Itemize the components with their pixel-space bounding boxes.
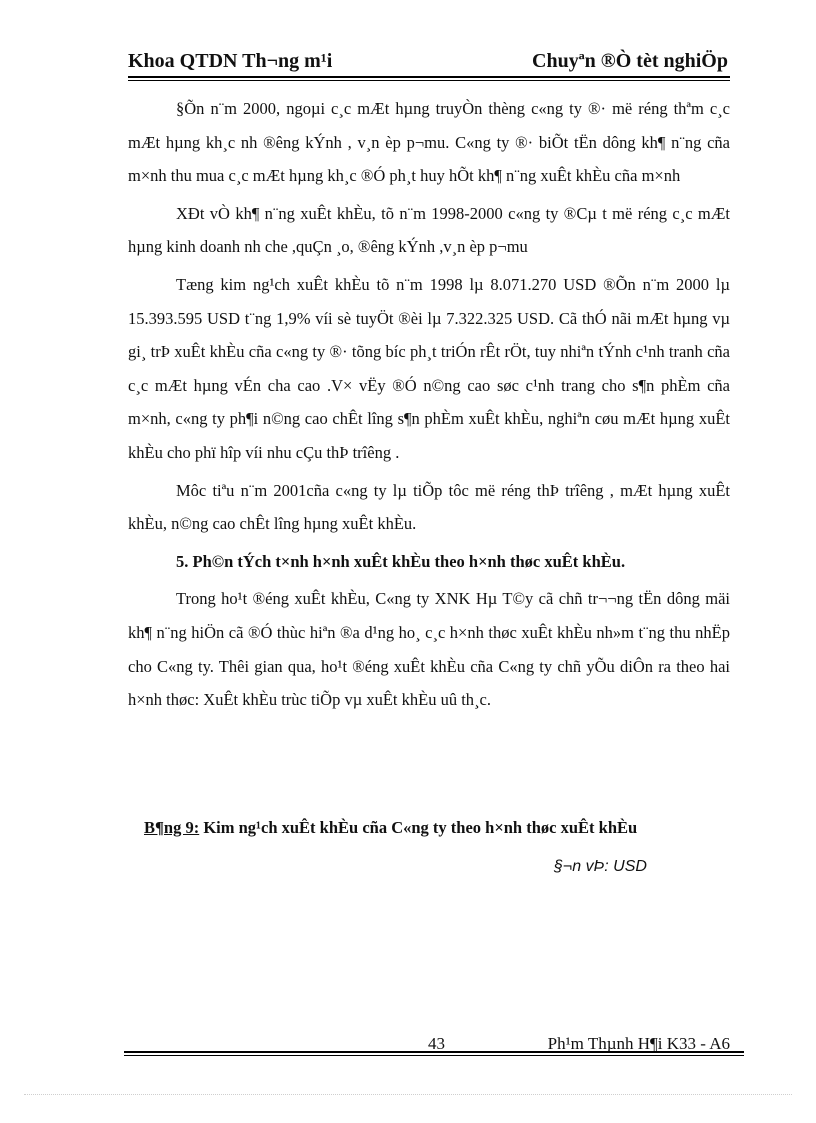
table-caption-label: B¶ng 9: — [144, 818, 200, 837]
paragraph-4: Môc tiªu n¨m 2001cña c«ng ty lµ tiÕp tôc më réng thÞ trîêng , mÆt hµng xuÊt khÈu, n©ng cao chÊt lîng hµng xuÊt khÈu. — [128, 480, 730, 534]
page-bottom-edge — [24, 1094, 792, 1095]
paragraph-1: §Õn n¨m 2000, ngoµi c¸c mÆt hµng truyÒn thèng c«ng ty ®· më réng thªm c¸c mÆt hµng kh¸c nh ®êng kÝnh , v¸n èp p¬mu. C«ng ty ®· biÕt tËn dông kh¶ n¨ng cña m×nh thu mua c¸c mÆt hµng kh¸c ®Ó ph¸t huy hÕt kh¶ n¨ng xuÊt khÈu cña m×nh — [128, 99, 730, 186]
page-number: 43 — [428, 1034, 445, 1053]
unit-note: §¬n vÞ: USD — [554, 858, 647, 875]
footer-author: Ph¹m Thµnh H¶i K33 - A6 — [547, 1034, 730, 1053]
header-faculty: Khoa QTDN Th¬ng m¹i — [128, 50, 333, 72]
paragraph-2: XÐt vÒ kh¶ n¨ng xuÊt khÈu, tõ n¨m 1998-2000 c«ng ty ®Cµ t më réng c¸c mÆt hµng kinh doanh nh che ,quÇn ¸o, ®êng kÝnh ,v¸n èp p¬mu — [128, 203, 730, 257]
paragraph-5: Trong ho¹t ®éng xuÊt khÈu, C«ng ty XNK Hµ T©y cã chñ tr¬¬ng tËn dông mäi kh¶ n¨ng hiÖn cã ®Ó thùc hiªn ®a d¹ng ho¸ c¸c h×nh thøc xuÊt khÈu nh»m t¨ng thu nhËp cho C«ng ty. Thêi gian qua, ho¹t ®éng xuÊt khÈu cña C«ng ty chñ yÕu diÔn ra theo hai h×nh thøc: XuÊt khÈu trùc tiÕp vµ xuÊt khÈu uû th¸c. — [128, 589, 730, 710]
section-heading: 5. Ph©n tÝch t×nh h×nh xuÊt khÈu theo h×nh thøc xuÊt khÈu. — [176, 551, 626, 571]
header-rule-thin — [128, 80, 730, 81]
page-header — [128, 48, 728, 78]
header-rule-thick — [128, 76, 730, 78]
footer-rule-thin — [124, 1055, 744, 1056]
header-thesis-title: Chuyªn ®Ò tèt nghiÖp — [532, 50, 728, 72]
body-text — [128, 92, 730, 721]
paragraph-3: Tæng kim ng¹ch xuÊt khÈu tõ n¨m 1998 lµ 8.071.270 USD ®Õn n¨m 2000 lµ 15.393.595 USD t¨ng 1,9% víi sè tuyÖt ®èi lµ 7.322.325 USD. Cã thÓ nãi mÆt hµng vµ gi¸ trÞ xuÊt khÈu cña c«ng ty ®· tõng bíc ph¸t triÓn rÊt rÖt, tuy nhiªn tÝnh c¹nh tranh cña c¸c mÆt hµng vÉn cha cao .V× vËy ®Ó n©ng cao søc c¹nh trang cho s¶n phÈm cña m×nh, c«ng ty ph¶i n©ng cao chÊt lîng s¶n phÈm xuÊt khÈu, nghiªn cøu mÆt hµng xuÊt khÈu cho phï hîp víi nhu cÇu thÞ trîêng . — [128, 274, 730, 462]
footer-rule-thick — [124, 1051, 744, 1053]
table-caption — [144, 818, 744, 838]
table-caption-text: Kim ng¹ch xuÊt khÈu cña C«ng ty theo h×nh thøc xuÊt khÈu — [199, 818, 638, 837]
